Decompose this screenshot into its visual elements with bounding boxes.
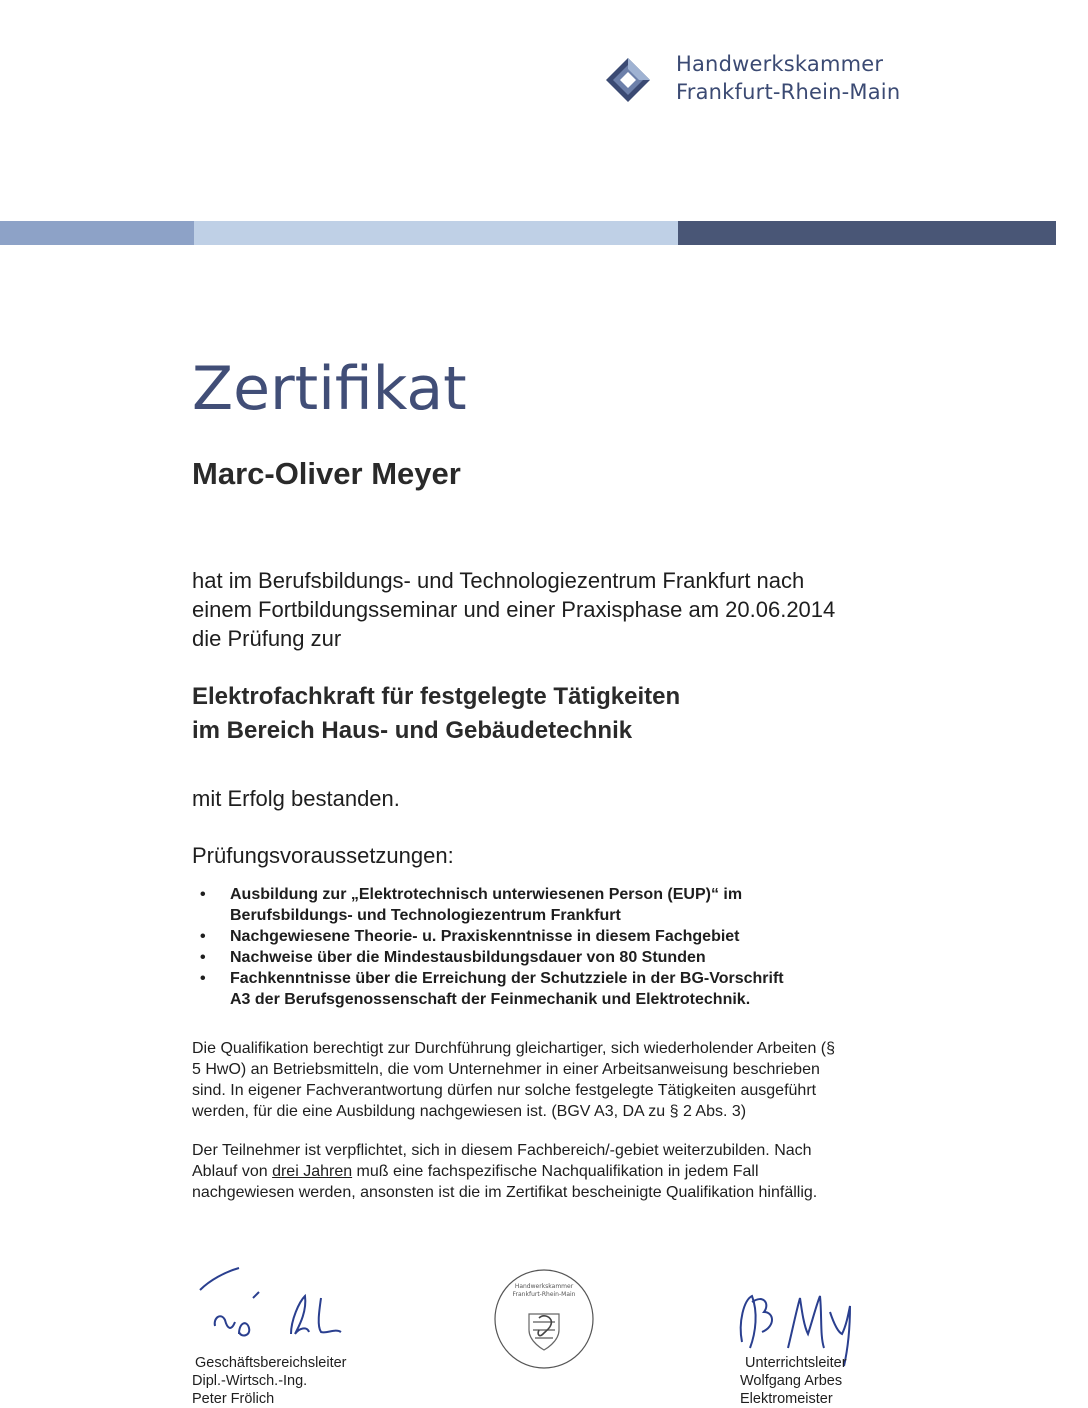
right-signature-degree: Elektromeister (740, 1391, 833, 1407)
intro-line-3: die Prüfung zur (192, 626, 342, 651)
right-signature-name: Wolfgang Arbes (740, 1373, 843, 1389)
obligation-line-3: nachgewiesen werden, ansonsten ist die im Zertifikat bescheinigte Qualifikation hinfällig. (192, 1184, 818, 1201)
left-signature-role: Geschäftsbereichsleiter (195, 1355, 347, 1371)
prerequisites-list (192, 884, 892, 1010)
scope-line-3: sind. In eigener Fachverantwortung dürfen nur solche festgelegte Tätigkeiten ausgeführt (192, 1082, 817, 1099)
obligation-paragraph (192, 1140, 932, 1203)
scope-paragraph (192, 1038, 932, 1122)
svg-text:Handwerkskammer: Handwerkskammer (514, 1283, 574, 1290)
recipient-name: Marc-Oliver Meyer (192, 456, 461, 491)
right-signature-role: Unterrichtsleiter (745, 1355, 847, 1371)
svg-text:Frankfurt-Rhein-Main: Frankfurt-Rhein-Main (512, 1291, 576, 1298)
list-item: • Nachgewiesene Theorie- u. Praxiskenntnisse in diesem Fachgebiet (192, 926, 892, 947)
left-signature-icon (195, 1262, 365, 1348)
official-seal-icon (493, 1268, 595, 1370)
stripe-segment-mid (0, 221, 194, 245)
result-text: mit Erfolg bestanden. (192, 786, 400, 811)
left-signature-name: Peter Frölich (192, 1391, 275, 1407)
obligation-line-1: Der Teilnehmer ist verpflichtet, sich in diesem Fachbereich/-gebiet weiterzubilden. Nach (192, 1142, 812, 1159)
stripe-segment-light (194, 221, 678, 245)
list-item: • Fachkenntnisse über die Erreichung der Schutzziele in der BG-Vorschrift A3 der Berufsgenossenschaft der Feinmechanik und Elektrotechnik. (192, 968, 892, 1010)
header-stripe (0, 221, 1056, 245)
obligation-period-underlined: drei Jahren (272, 1163, 353, 1180)
page-title: Zertifikat (192, 354, 467, 424)
organization-name-line2: Frankfurt-Rhein-Main (676, 80, 901, 104)
qualification-line-2: im Bereich Haus- und Gebäudetechnik (192, 717, 633, 744)
intro-line-1: hat im Berufsbildungs- und Technologiezentrum Frankfurt nach (192, 568, 805, 593)
obligation-line-2-end: muß eine fachspezifische Nachqualifikation in jedem Fall (352, 1163, 759, 1180)
obligation-line-2-start: Ablauf von (192, 1163, 273, 1180)
obligation-line-2 (192, 1161, 932, 1182)
prerequisites-heading: Prüfungsvoraussetzungen: (192, 843, 454, 868)
scope-line-1: Die Qualifikation berechtigt zur Durchführung gleichartiger, sich wiederholender Arbeiten (§ (192, 1040, 836, 1057)
scope-line-4: werden, für die eine Ausbildung nachgewiesen ist. (BGV A3, DA zu § 2 Abs. 3) (192, 1103, 747, 1120)
stripe-segment-dark (678, 221, 1056, 245)
intro-line-2: einem Fortbildungsseminar und einer Praxisphase am 20.06.2014 (192, 597, 836, 622)
list-item: • Nachweise über die Mindestausbildungsdauer von 80 Stunden (192, 947, 892, 968)
organization-name-line1: Handwerkskammer (676, 52, 884, 76)
list-item: • Ausbildung zur „Elektrotechnisch unterwiesenen Person (EUP)“ im Berufsbildungs- und Technologiezentrum Frankfurt (192, 884, 892, 926)
left-signature-degree: Dipl.-Wirtsch.-Ing. (192, 1373, 308, 1389)
qualification-line-1: Elektrofachkraft für festgelegte Tätigkeiten (192, 683, 681, 710)
scope-line-2: 5 HwO) an Betriebsmitteln, die vom Unternehmer in einer Arbeitsanweisung beschrieben (192, 1061, 820, 1078)
chamber-logo-icon (604, 56, 652, 104)
